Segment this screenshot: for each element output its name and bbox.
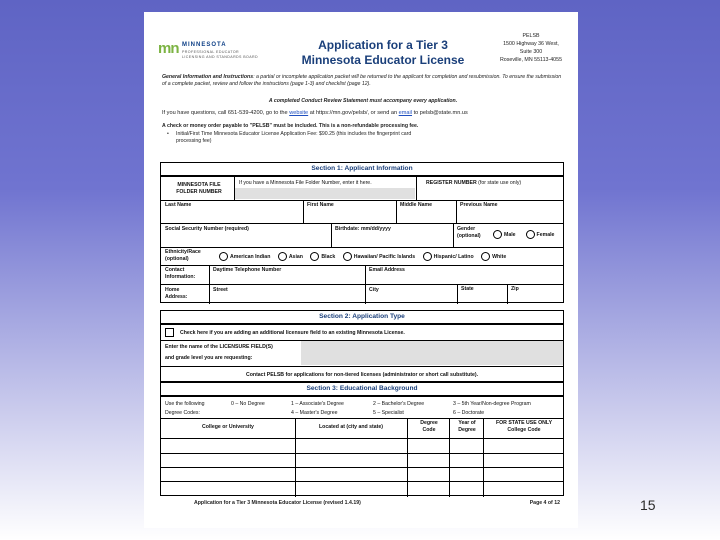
race-radio[interactable] [423, 252, 432, 261]
street-label: Street [213, 287, 228, 293]
male-radio[interactable] [493, 230, 502, 239]
licensure-field-label-2: and grade level you are requesting: [165, 355, 253, 361]
degree-codes-label: Degree Codes: [165, 410, 200, 416]
email-address-label: Email Address [369, 267, 405, 273]
degree-code-4: 4 – Master's Degree [291, 410, 338, 416]
first-name-label: First Name [307, 202, 334, 208]
gender-label: Gender (optional) [457, 226, 481, 239]
file-folder-input[interactable] [235, 188, 415, 199]
col-college: College or University [202, 424, 254, 430]
general-instructions: General Information and Instructions: a partial or incomplete application packet will be returned to the applicant for completion and resubmission. To ensure the submission of a complete packet, review and follow the instructions (page 1-3) and checklist (page 12). [162, 74, 562, 88]
file-folder-label: MINNESOTA FILE FOLDER NUMBER [176, 182, 222, 195]
address-line: Suite 300 [519, 49, 543, 55]
col-location: Located at (city and state) [319, 424, 383, 430]
birthdate-label: Birthdate: mm/dd/yyyy [335, 226, 391, 232]
application-type-table [160, 324, 564, 382]
address-line: Roseville, MN 55113-4055 [499, 57, 563, 63]
register-number-label: REGISTER NUMBER (for state use only) [426, 180, 522, 186]
slide-number: 15 [640, 497, 656, 513]
address-line: 1500 Highway 36 West, [503, 41, 559, 47]
application-page [144, 12, 578, 528]
check-payment-line: A check or money order payable to "PELSB" must be included. This is a non-refundable processing fee. [162, 123, 419, 129]
race-radio[interactable] [219, 252, 228, 261]
education-table [160, 396, 564, 496]
additional-field-option: Check here if you are adding an additional licensure field to an existing Minnesota License. [165, 328, 405, 337]
non-tiered-note: Contact PELSB for applications for non-tiered licenses (administrator or short call substitute). [245, 372, 479, 378]
race-radio[interactable] [278, 252, 287, 261]
degree-code-1: 1 – Associate's Degree [291, 401, 344, 407]
email-link[interactable]: email [398, 110, 413, 116]
logo-subtitle-2: LICENSING AND STANDARDS BOARD [182, 55, 259, 59]
col-state-use: FOR STATE USE ONLY College Code [495, 420, 553, 433]
ssn-label: Social Security Number (required) [165, 226, 249, 232]
doc-title-line1: Application for a Tier 3 [318, 38, 448, 52]
home-address-label: Home Address: [165, 287, 188, 300]
daytime-phone-label: Daytime Telephone Number [213, 267, 282, 273]
last-name-label: Last Name [165, 202, 192, 208]
logo-name: MINNESOTA [182, 42, 227, 48]
degree-code-3: 3 – 5th Year/Non-degree Program [453, 401, 531, 407]
race-radio[interactable] [343, 252, 352, 261]
pelsb-logo [158, 40, 293, 70]
degree-code-5: 5 – Specialist [373, 410, 404, 416]
female-radio[interactable] [526, 230, 535, 239]
race-options: American Indian Asian Black Hawaiian/ Pacific Islands Hispanic/ Latino White [215, 252, 506, 261]
section-1-title: Section 1: Applicant Information [160, 162, 564, 176]
degree-code-0: 0 – No Degree [231, 401, 265, 407]
licensure-field-label-1: Enter the name of the LICENSURE FIELD(S) [165, 344, 273, 350]
footer-title: Application for a Tier 3 Minnesota Educator License (revised 1.4.19) [194, 500, 361, 506]
address-line: PELSB [522, 33, 540, 39]
gender-options: Male Female [489, 230, 554, 239]
degree-code-2: 2 – Bachelor's Degree [373, 401, 425, 407]
file-folder-hint: If you have a Minnesota File Folder Number, enter it here. [239, 180, 372, 186]
degree-code-6: 6 – Doctorate [453, 410, 485, 416]
website-link[interactable]: website [289, 110, 309, 116]
logo-subtitle-1: PROFESSIONAL EDUCATOR [182, 50, 240, 54]
use-following-label: Use the following [165, 401, 205, 407]
section-3-title: Section 3: Educational Background [160, 382, 564, 396]
questions-line: If you have questions, call 651-539-4200, go to the website at https://mn.gov/pelsb/, or send an email to pelsb@state.mn.us [162, 110, 468, 116]
state-label: State [461, 286, 474, 292]
contact-label: Contact Information: [165, 267, 196, 280]
conduct-review-note: A completed Conduct Review Statement must accompany every application. [268, 98, 458, 104]
col-degree-code: Degree Code [420, 420, 438, 433]
section-2-title: Section 2: Application Type [160, 310, 564, 324]
city-label: City [369, 287, 379, 293]
footer-page: Page 4 of 12 [529, 500, 560, 506]
middle-name-label: Middle Name [400, 202, 432, 208]
previous-name-label: Previous Name [460, 202, 498, 208]
board-address [486, 32, 576, 64]
col-year: Year of Degree [458, 420, 476, 433]
race-radio[interactable] [481, 252, 490, 261]
additional-field-checkbox[interactable] [165, 328, 174, 337]
doc-title-line2: Minnesota Educator License [301, 53, 465, 67]
licensure-field-input[interactable] [301, 341, 563, 365]
race-radio[interactable] [310, 252, 319, 261]
ethnicity-label: Ethnicity/Race (optional) [165, 249, 201, 262]
zip-label: Zip [511, 286, 519, 292]
logo-mark: mn [158, 40, 179, 57]
applicant-info-table [160, 176, 564, 303]
fee-initial: • Initial/First Time Minnesota Educator License Application Fee: $90.25 (this includes the fingerprint card processing fee) [162, 131, 426, 145]
